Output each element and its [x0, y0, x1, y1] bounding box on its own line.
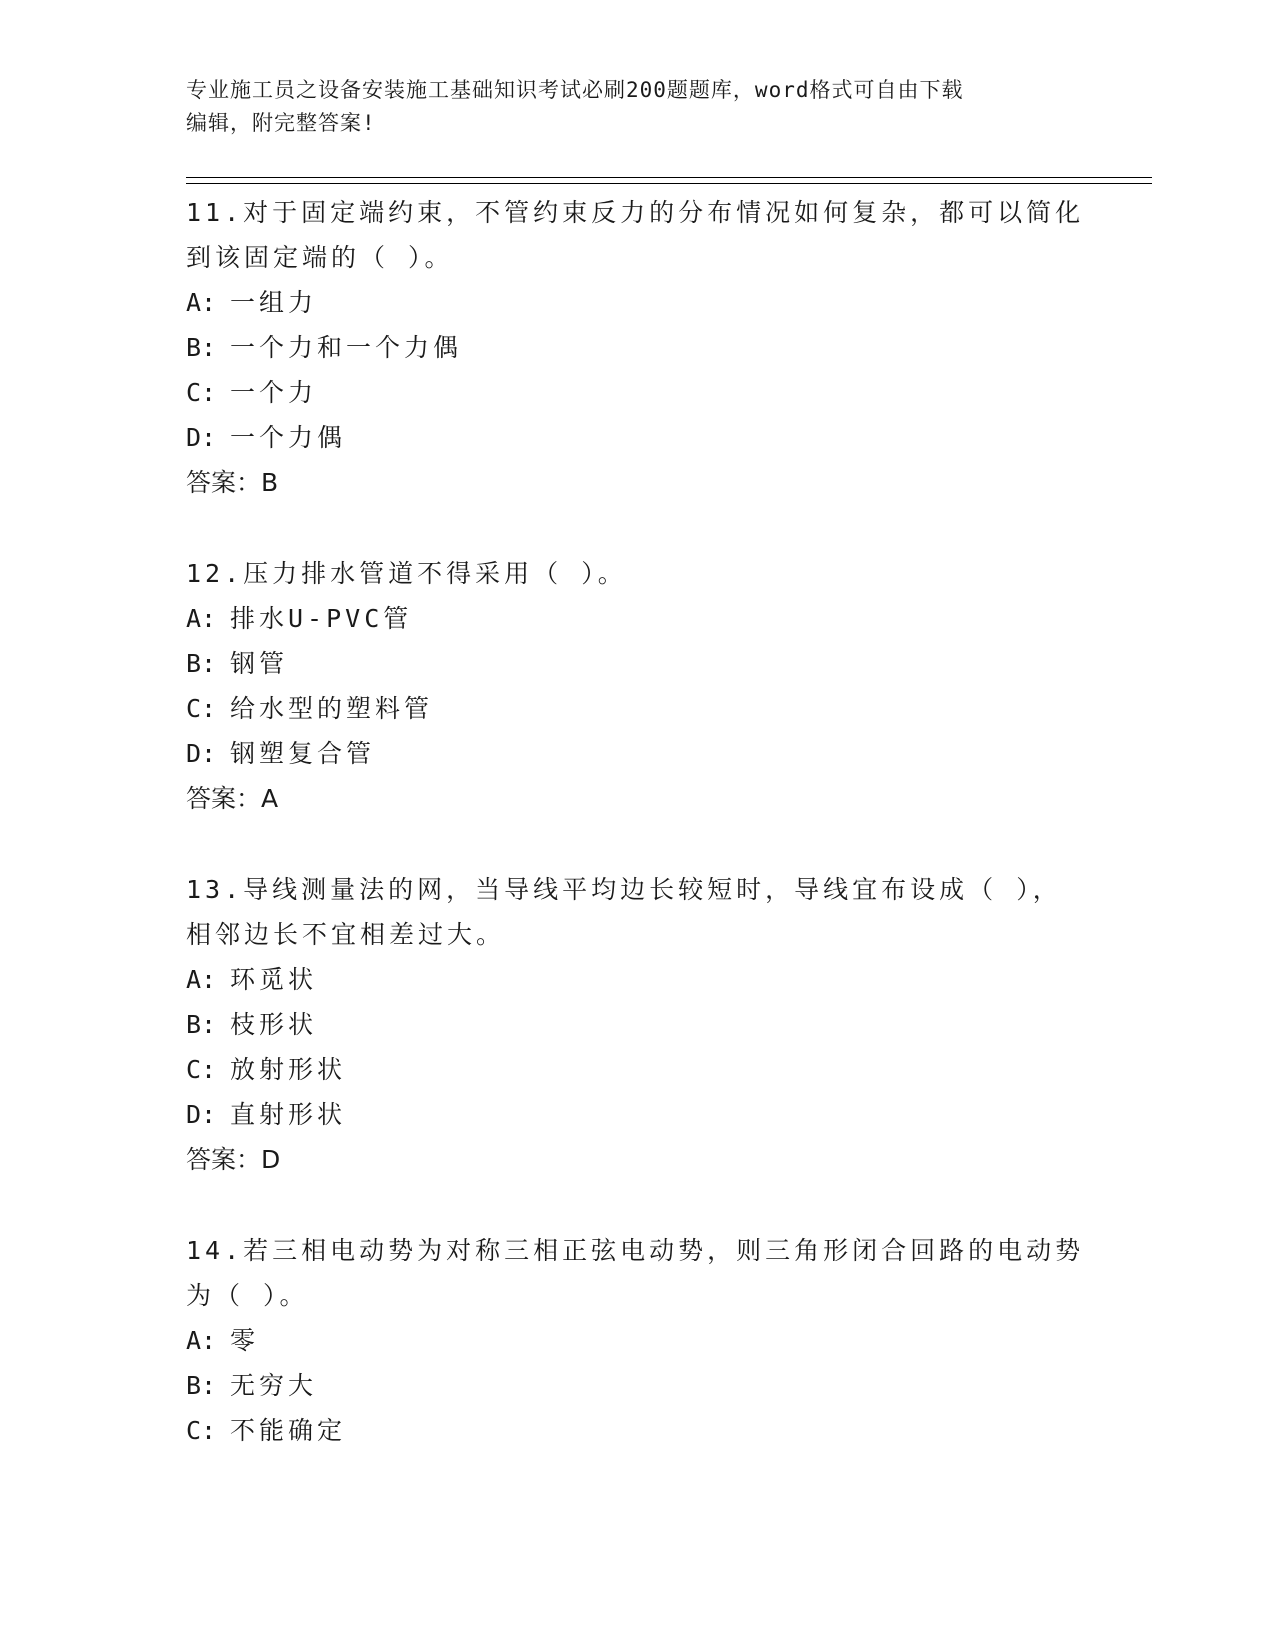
option-text: 直射形状 [230, 1100, 347, 1129]
option-a [186, 957, 1086, 1002]
option-letter: B: [186, 1010, 217, 1039]
option-text: 放射形状 [230, 1055, 347, 1084]
option-d [186, 415, 1086, 460]
option-letter: B: [186, 333, 217, 362]
option-d [186, 1092, 1086, 1137]
header-line-2: 编辑，附完整答案! [186, 111, 376, 135]
option-text: 环觅状 [230, 965, 318, 994]
question-14 [186, 1228, 1086, 1453]
question-stem-line-2: 相邻边长不宜相差过大。 [186, 920, 506, 949]
option-d [186, 731, 1086, 776]
answer-line: 答案：B [186, 468, 279, 497]
option-a [186, 1318, 1086, 1363]
option-text: 枝形状 [230, 1010, 318, 1039]
header-divider-bottom [186, 183, 1152, 184]
question-stem-line-2: 为（ ）。 [186, 1281, 309, 1310]
option-c [186, 1047, 1086, 1092]
option-letter: B: [186, 649, 217, 678]
option-letter: A: [186, 1326, 217, 1355]
option-b [186, 325, 1086, 370]
option-text: 钢管 [230, 649, 289, 678]
option-c [186, 686, 1086, 731]
option-b [186, 1002, 1086, 1047]
option-c [186, 370, 1086, 415]
question-stem [186, 551, 1086, 596]
option-text: 一组力 [230, 288, 318, 317]
option-letter: A: [186, 604, 217, 633]
answer-line: 答案：A [186, 784, 279, 813]
option-text: 给水型的塑料管 [230, 694, 434, 723]
question-list [186, 190, 1086, 1499]
option-text: 不能确定 [230, 1416, 347, 1445]
option-c [186, 1408, 1086, 1453]
option-b [186, 641, 1086, 686]
option-a [186, 596, 1086, 641]
option-letter: D: [186, 423, 217, 452]
option-letter: D: [186, 1100, 217, 1129]
option-b [186, 1363, 1086, 1408]
header-divider-top [186, 177, 1152, 178]
answer-line: 答案：D [186, 1145, 281, 1174]
option-text: 排水U-PVC管 [230, 604, 413, 633]
question-12 [186, 551, 1086, 821]
option-letter: C: [186, 1055, 217, 1084]
header-line-1: 专业施工员之设备安装施工基础知识考试必刷200题题库，word格式可自由下载 [186, 78, 964, 102]
question-stem-line-1: 11.对于固定端约束，不管约束反力的分布情况如何复杂，都可以简化 [186, 198, 1085, 227]
option-letter: A: [186, 288, 217, 317]
option-letter: C: [186, 378, 217, 407]
option-text: 一个力和一个力偶 [230, 333, 463, 362]
document-header [186, 74, 1066, 140]
question-stem-line-1: 12.压力排水管道不得采用（ ）。 [186, 559, 627, 588]
option-text: 零 [230, 1326, 260, 1355]
question-stem-line-1: 13.导线测量法的网，当导线平均边长较短时，导线宜布设成（ ）， [186, 875, 1062, 904]
question-stem [186, 867, 1086, 957]
question-11 [186, 190, 1086, 505]
question-stem [186, 1228, 1086, 1318]
option-letter: D: [186, 739, 217, 768]
question-stem [186, 190, 1086, 280]
question-13 [186, 867, 1086, 1182]
option-letter: C: [186, 1416, 217, 1445]
question-stem-line-1: 14.若三相电动势为对称三相正弦电动势，则三角形闭合回路的电动势 [186, 1236, 1085, 1265]
option-text: 一个力偶 [230, 423, 347, 452]
option-text: 一个力 [230, 378, 318, 407]
option-letter: B: [186, 1371, 217, 1400]
option-a [186, 280, 1086, 325]
option-letter: C: [186, 694, 217, 723]
option-text: 无穷大 [230, 1371, 318, 1400]
option-letter: A: [186, 965, 217, 994]
question-stem-line-2: 到该固定端的（ ）。 [186, 243, 454, 272]
option-text: 钢塑复合管 [230, 739, 376, 768]
